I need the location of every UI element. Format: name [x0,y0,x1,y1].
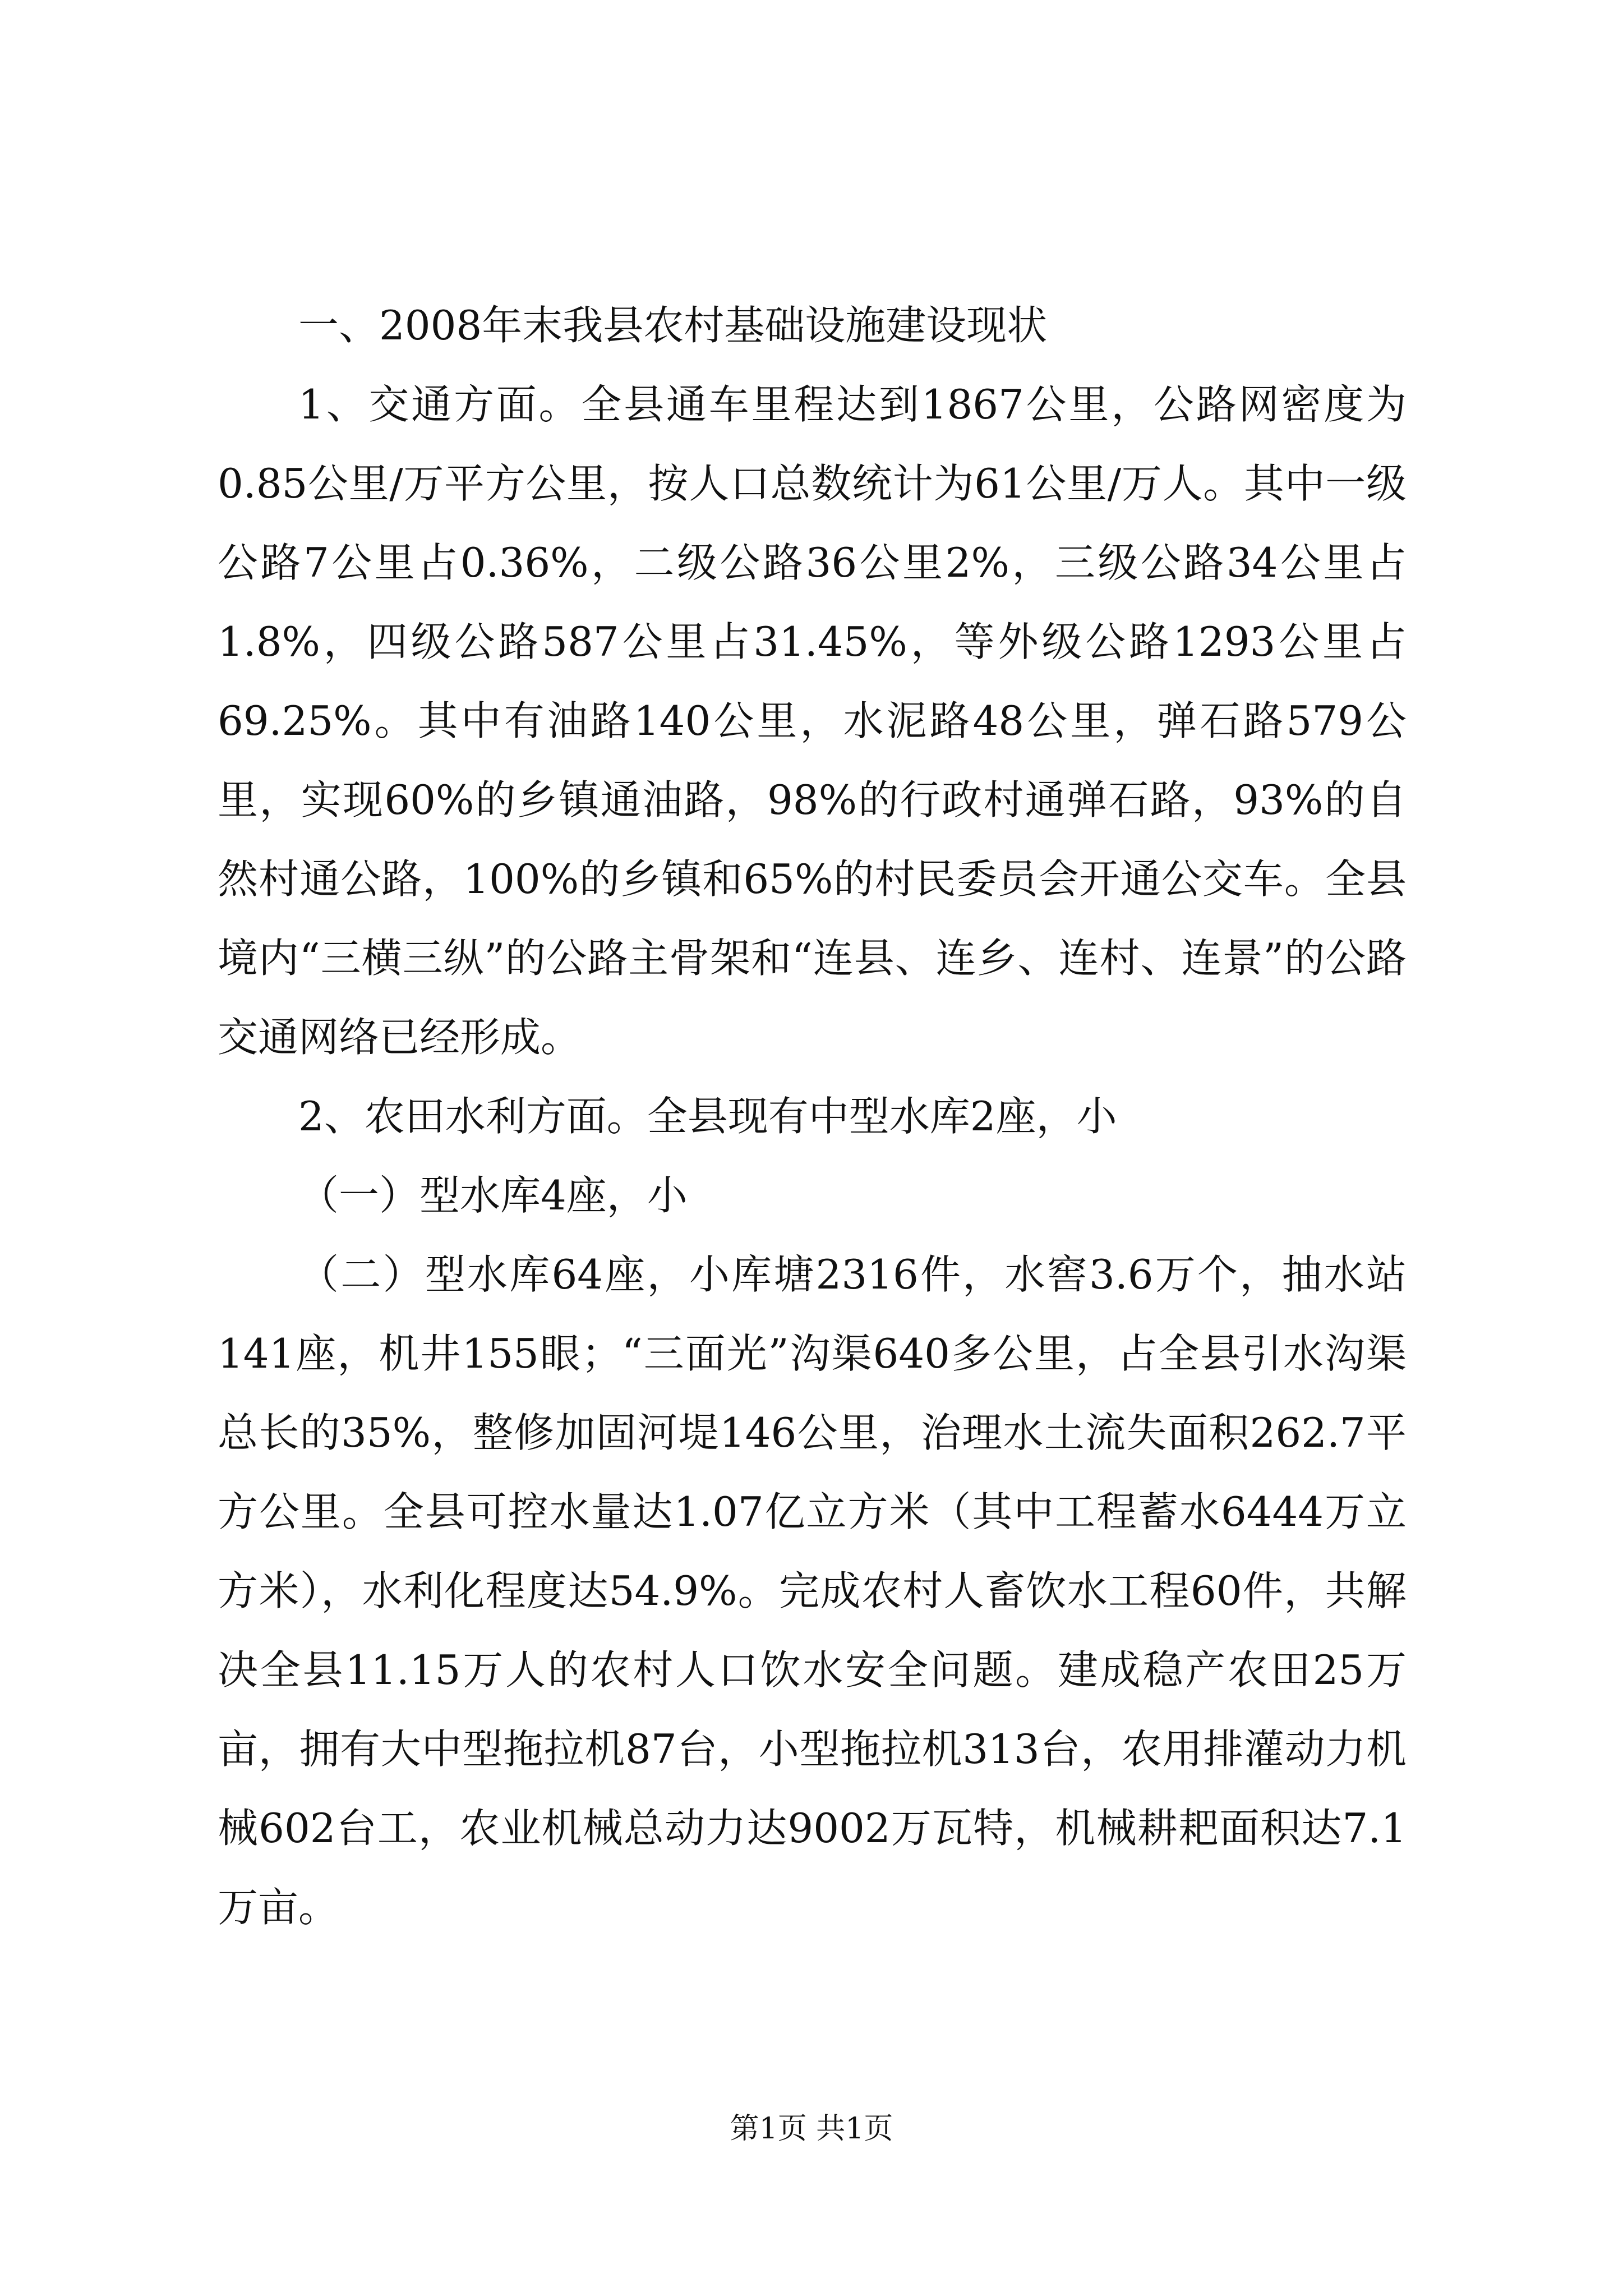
paragraph-irrigation-intro: 2、农田水利方面。全县现有中型水库2座，小 [298,1093,1117,1140]
paragraph-reservoir-type-2: （二）型水库64座，小库塘2316件，水窖3.6万个，抽水站141座，机井155眼；“三面光”沟渠640多公里，占全县引水沟渠总长的35%，整修加固河堤146公里，治理水土流失面积262.7平方公里。全县可控水量达1.07亿立方米（其中工程蓄水6444万立方米），水利化程度达54.9%。完成农村人畜饮水工程60件，共解决全县11.15万人的农村人口饮水安全问题。建成稳产农田25万亩，拥有大中型拖拉机87台，小型拖拉机313台，农用排灌动力机械602台工，农业机械总动力达9002万瓦特，机械耕耙面积达7.1万亩。 [218,1251,1407,1931]
page-footer: 第1页 共1页 [730,2112,893,2146]
paragraph-reservoir-type-1: （一）型水库4座，小 [298,1172,688,1219]
section-heading: 一、2008年末我县农村基础设施建设现状 [298,302,1048,349]
document-body [218,286,1407,1947]
paragraph-transport: 1、交通方面。全县通车里程达到1867公里，公路网密度为0.85公里/万平方公里，按人口总数统计为61公里/万人。其中一级公路7公里占0.36%，二级公路36公里2%，三级公路34公里占1.8%，四级公路587公里占31.45%，等外级公路1293公里占69.25%。其中有油路140公里，水泥路48公里，弹石路579公里，实现60%的乡镇通油路，98%的行政村通弹石路，93%的自然村通公路，100%的乡镇和65%的村民委员会开通公交车。全县境内“三横三纵”的公路主骨架和“连县、连乡、连村、连景”的公路交通网络已经形成。 [218,381,1407,1061]
